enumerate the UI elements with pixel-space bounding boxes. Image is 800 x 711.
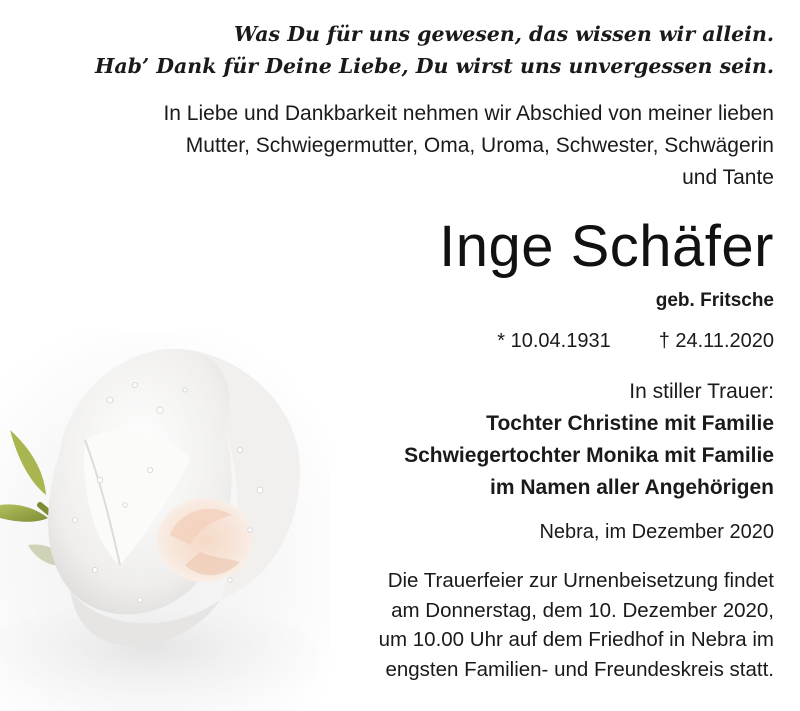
ceremony-line-2: am Donnerstag, dem 10. Dezember 2020,	[391, 598, 774, 622]
quote-line-2: Hab’ Dank für Deine Liebe, Du wirst uns unvergessen sein.	[94, 54, 774, 78]
ceremony-line-3: um 10.00 Uhr auf dem Friedhof in Nebra im	[378, 628, 774, 651]
mourners-heading: In stiller Trauer:	[629, 380, 774, 403]
mourner-line-3: im Namen aller Angehörigen	[490, 476, 774, 499]
ceremony-line-4: engsten Familien- und Freundeskreis statt.	[385, 657, 774, 681]
death-date: † 24.11.2020	[658, 330, 774, 352]
deceased-name: Inge Schäfer	[439, 214, 774, 279]
intro-line-2: Mutter, Schwiegermutter, Oma, Uroma, Schwester, Schwägerin	[185, 134, 774, 157]
ceremony-line-1: Die Trauerfeier zur Urnenbeisetzung findet	[387, 569, 774, 592]
birth-date: * 10.04.1931	[497, 330, 611, 352]
birth-name: geb. Fritsche	[655, 290, 774, 311]
mourners-block	[404, 376, 774, 504]
quote-line-1: Was Du für uns gewesen, das wissen wir allein.	[234, 22, 774, 46]
memorial-quote	[95, 18, 774, 82]
intro-line-1: In Liebe und Dankbarkeit nehmen wir Abschied von meiner lieben	[163, 102, 774, 125]
ceremony-info	[260, 566, 774, 684]
mourner-line-2: Schwiegertochter Monika mit Familie	[404, 444, 774, 467]
intro-line-3: und Tante	[682, 166, 774, 189]
life-dates	[497, 327, 774, 355]
place-and-date: Nebra, im Dezember 2020	[539, 521, 774, 543]
mourner-line-1: Tochter Christine mit Familie	[486, 412, 774, 435]
intro-text	[20, 98, 774, 194]
